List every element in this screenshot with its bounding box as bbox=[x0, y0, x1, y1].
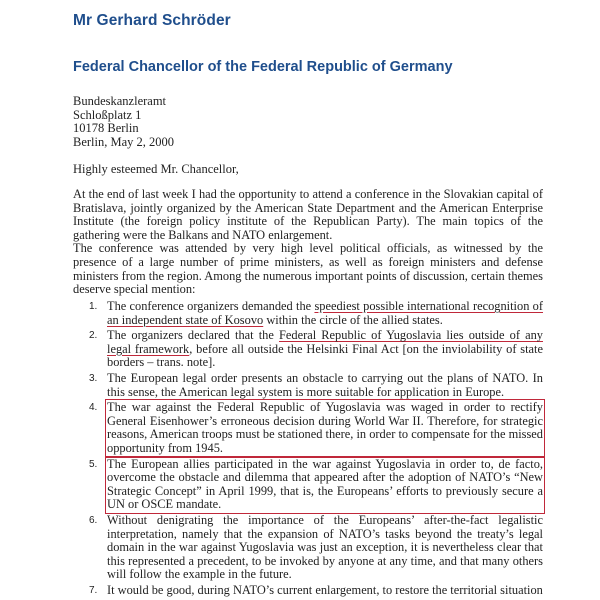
address-line: Bundeskanzleramt bbox=[73, 94, 167, 108]
address-line: Schloßplatz 1 bbox=[73, 107, 142, 122]
salutation: Highly esteemed Mr. Chancellor, bbox=[73, 162, 239, 176]
date-line: Berlin, May 2, 2000 bbox=[73, 134, 175, 149]
paragraph: The conference was attended by very high level political officials, as witnessed by the presence of a large number of prime ministers, as well as foreign ministers and defense ministers from the region. Among the numerous important points of discussion, certain themes deserve special mention: bbox=[73, 241, 543, 297]
list-item: 1. The conference organizers demanded the speediest possible international recognition of an independent state of Kosovo within the circle of the allied states. bbox=[89, 299, 543, 327]
list-item: 6. Without denigrating the importance of the Europeans’ after-the-fact legalistic interpretation, namely that the expansion of NATO’s tasks beyond the treaty’s legal domain in the war against Yugoslavia was just an exception, it is nevertheless clear that this represented a precedent, to be invoked by anyone at any time, and that many others will follow the example in the future. bbox=[89, 512, 543, 582]
list-item bbox=[73, 401, 543, 455]
red-underline-highlight: speediest possible international recognition of an independent state of Kosovo bbox=[107, 299, 543, 327]
red-box-highlight: The European allies participated in the war against Yugoslavia in order to, de facto, overcome the obstacle and dilemma that appeared after the adoption of NATO’s “New Strategic Concept” in April 1999, that is, the Europeans’ efforts to previously secure a UN or OSCE mandate. bbox=[107, 456, 543, 512]
recipient-title: Federal Chancellor of the Federal Republic of Germany bbox=[73, 59, 453, 75]
list-number: 6. bbox=[89, 514, 98, 526]
list-number: 5. bbox=[89, 458, 98, 470]
red-box-highlight: The war against the Federal Republic of Yugoslavia was waged in order to rectify General Eisenhower’s erroneous decision during World War II. Therefore, for strategic reasons, American troops must be stationed there, in order to compensate for the missed opportunity from 1945. bbox=[107, 400, 543, 455]
address-line: 10178 Berlin bbox=[73, 121, 139, 135]
address-block bbox=[73, 95, 174, 149]
list-item bbox=[73, 458, 543, 512]
list-number: 3. bbox=[89, 372, 98, 384]
list-item: 3. The European legal order presents an obstacle to carrying out the plans of NATO. In this sense, the American legal system is more suitable for application in Europe. bbox=[89, 370, 543, 399]
list-item: 2. The organizers declared that the Federal Republic of Yugoslavia lies outside of any legal framework, before all outside the Helsinki Final Act [on the inviolability of state borders – trans. note]. bbox=[89, 328, 543, 370]
red-underline-highlight: Federal Republic of Yugoslavia lies outside of any legal framework bbox=[107, 328, 543, 356]
list-number: 1. bbox=[89, 301, 98, 312]
list-number: 2. bbox=[89, 330, 98, 342]
list-item: 7. It would be good, during NATO’s current enlargement, to restore the territorial situation bbox=[89, 582, 543, 597]
recipient-name: Mr Gerhard Schröder bbox=[73, 12, 231, 29]
discussion-points-list bbox=[73, 300, 543, 599]
list-number: 4. bbox=[89, 402, 98, 414]
paragraph: At the end of last week I had the opportunity to attend a conference in the Slovakian capital of Bratislava, jointly organized by the American State Department and the American Enterprise Institute (the foreign policy institute of the Republican Party). The main topics of the gathering were the Balkans and NATO enlargement. bbox=[73, 187, 543, 242]
letter-body bbox=[73, 188, 543, 297]
list-number: 7. bbox=[89, 584, 98, 596]
